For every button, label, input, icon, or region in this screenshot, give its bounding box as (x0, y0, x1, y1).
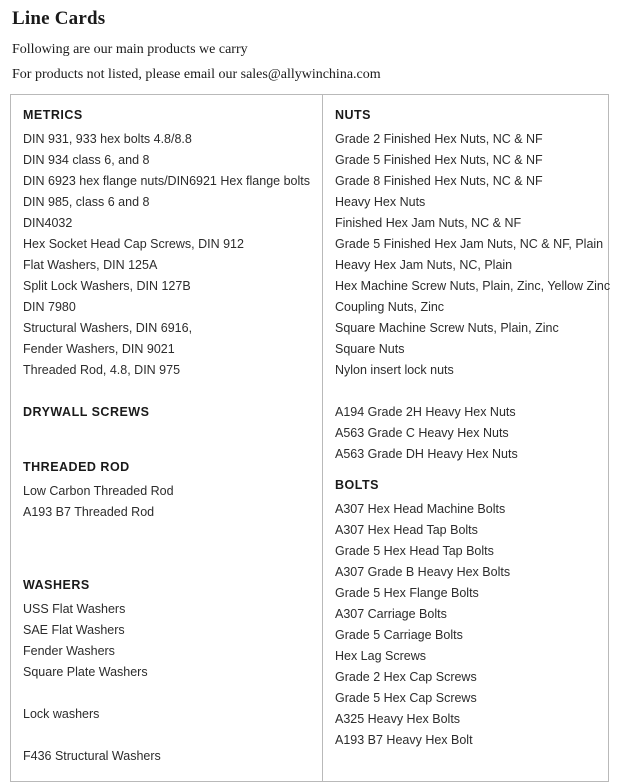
group-bolts (335, 475, 619, 751)
spacer (335, 465, 619, 475)
list-item: Hex Lag Screws (334, 648, 426, 663)
group-metrics (23, 105, 310, 381)
list-item: A563 Grade DH Heavy Hex Nuts (334, 446, 518, 461)
list-item: SAE Flat Washers (23, 622, 125, 637)
list-item: Grade 5 Hex Cap Screws (334, 690, 477, 705)
list-item: Heavy Hex Jam Nuts, NC, Plain (334, 257, 513, 272)
group-threaded-rod (23, 457, 310, 523)
list-item: Structural Washers, DIN 6916, (23, 320, 193, 335)
list-item: Grade 5 Finished Hex Jam Nuts, NC & NF, Plain (334, 236, 604, 251)
list-item: Grade 2 Hex Cap Screws (334, 669, 477, 684)
list-item: Fender Washers (23, 643, 115, 658)
group-heading-washers: WASHERS (23, 577, 90, 592)
group-heading-metrics: METRICS (23, 107, 83, 122)
list-item: Grade 5 Hex Flange Bolts (334, 585, 479, 600)
list-item: Hex Socket Head Cap Screws, DIN 912 (23, 236, 244, 251)
list-item: Finished Hex Jam Nuts, NC & NF (334, 215, 522, 230)
list-item: A193 B7 Threaded Rod (23, 504, 155, 519)
list-item: F436 Structural Washers (23, 748, 161, 763)
spacer (23, 544, 310, 565)
left-column (11, 95, 323, 781)
group-heading-threaded-rod: THREADED ROD (23, 459, 130, 474)
list-item: Grade 2 Finished Hex Nuts, NC & NF (334, 131, 543, 146)
spacer (23, 523, 310, 544)
spacer (23, 447, 310, 457)
group-heading-bolts: BOLTS (334, 477, 379, 492)
list-item: Grade 5 Finished Hex Nuts, NC & NF (334, 152, 543, 167)
spacer (23, 565, 310, 575)
list-item: DIN4032 (23, 215, 73, 230)
spacer (23, 725, 310, 746)
list-item: Lock washers (23, 706, 100, 721)
spacer (23, 683, 310, 704)
list-item: Fender Washers, DIN 9021 (23, 341, 175, 356)
group-drywall-screws (23, 402, 310, 423)
list-item: A307 Carriage Bolts (334, 606, 447, 621)
intro-line-1: Following are our main products we carry (12, 42, 248, 57)
spacer (335, 381, 619, 402)
list-item: DIN 6923 hex flange nuts/DIN6921 Hex flange bolts (23, 173, 310, 188)
list-item: Coupling Nuts, Zinc (334, 299, 445, 314)
list-item: Flat Washers, DIN 125A (23, 257, 158, 272)
list-item: Square Plate Washers (23, 664, 148, 679)
list-item: Nylon insert lock nuts (334, 362, 454, 377)
group-washers (23, 575, 310, 767)
group-nuts (335, 105, 619, 465)
list-item: DIN 934 class 6, and 8 (23, 152, 150, 167)
list-item: A193 B7 Heavy Hex Bolt (334, 732, 473, 747)
group-heading-drywall-screws: DRYWALL SCREWS (23, 404, 150, 419)
list-item: A194 Grade 2H Heavy Hex Nuts (334, 404, 516, 419)
list-item: Square Nuts (334, 341, 405, 356)
list-item: Square Machine Screw Nuts, Plain, Zinc (334, 320, 559, 335)
list-item: Split Lock Washers, DIN 127B (23, 278, 191, 293)
list-item: Grade 5 Hex Head Tap Bolts (334, 543, 494, 558)
page-title: Line Cards (12, 8, 106, 29)
list-item: USS Flat Washers (23, 601, 126, 616)
intro-line-2: For products not listed, please email our sales@allywinchina.com (12, 67, 381, 83)
list-item: DIN 931, 933 hex bolts 4.8/8.8 (23, 131, 192, 146)
list-item: Grade 8 Finished Hex Nuts, NC & NF (334, 173, 543, 188)
list-item: Low Carbon Threaded Rod (23, 483, 174, 498)
group-heading-nuts: NUTS (334, 107, 372, 122)
spacer (23, 381, 310, 402)
product-table (10, 94, 609, 782)
list-item: A563 Grade C Heavy Hex Nuts (334, 425, 509, 440)
list-item: A307 Hex Head Tap Bolts (334, 522, 478, 537)
list-item: Threaded Rod, 4.8, DIN 975 (23, 362, 181, 377)
list-item: A325 Heavy Hex Bolts (334, 711, 461, 726)
list-item: A307 Hex Head Machine Bolts (334, 501, 506, 516)
list-item: DIN 7980 (23, 299, 76, 314)
list-item: DIN 985, class 6 and 8 (23, 194, 150, 209)
right-column (323, 95, 619, 781)
spacer (23, 426, 310, 447)
list-item: Hex Machine Screw Nuts, Plain, Zinc, Yellow Zinc (334, 278, 611, 293)
list-item: A307 Grade B Heavy Hex Bolts (334, 564, 511, 579)
list-item: Grade 5 Carriage Bolts (334, 627, 463, 642)
list-item: Heavy Hex Nuts (334, 194, 426, 209)
